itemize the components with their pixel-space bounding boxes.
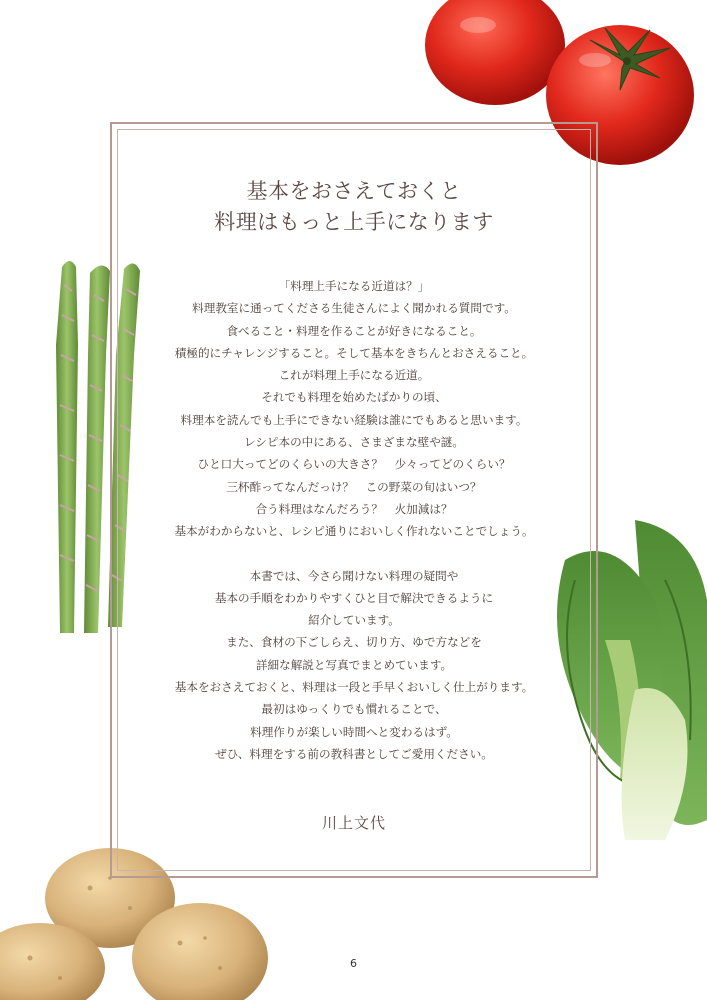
page-title bbox=[120, 176, 588, 238]
body-line: 基本の手順をわかりやすくひと目で解決できるように bbox=[214, 590, 494, 605]
page-number: 6 bbox=[350, 957, 357, 970]
body-line: それでも料理を始めたばかりの頃、 bbox=[261, 390, 447, 405]
body-line: ぜひ、料理をする前の教科書としてご愛用ください。 bbox=[215, 746, 493, 761]
body-line: 基本をおさえておくと、料理は一段と手早くおいしく仕上がります。 bbox=[174, 680, 534, 695]
body-line: 合う料理はなんだろう？ 火加減は？ bbox=[255, 501, 453, 516]
title-line-1: 基本をおさえておくと bbox=[246, 179, 462, 203]
body-line: レシピ本の中にある、さまざまな壁や謎。 bbox=[244, 435, 464, 450]
title-line-2: 料理はもっと上手になります bbox=[214, 210, 494, 234]
body-line: 三杯酢ってなんだっけ？ この野菜の旬はいつ？ bbox=[226, 479, 482, 494]
body-line: 基本がわからないと、レシピ通りにおいしく作れないことでしょう。 bbox=[174, 524, 534, 539]
body-line: 詳細な解説と写真でまとめています。 bbox=[255, 657, 453, 672]
body-text bbox=[120, 275, 588, 765]
author-name: 川上文代 bbox=[321, 814, 386, 832]
paragraph-gap bbox=[120, 543, 588, 565]
body-line: 積極的にチャレンジすること。そして基本をきちんとおさえること。 bbox=[174, 345, 534, 360]
body-line: 料理教室に通ってくださる生徒さんによく聞かれる質問です。 bbox=[192, 301, 516, 316]
body-line: 食べること・料理を作ることが好きになること。 bbox=[226, 323, 482, 338]
body-line: これが料理上手になる近道。 bbox=[278, 368, 430, 383]
body-line: 本書では、今さら聞けない料理の疑問や bbox=[249, 568, 459, 583]
body-line: 紹介しています。 bbox=[308, 613, 400, 628]
body-line: 料理作りが楽しい時間へと変わるはず。 bbox=[250, 724, 458, 739]
body-line: ひと口大ってどのくらいの大きさ？ 少々ってどのくらい？ bbox=[197, 457, 511, 472]
body-line: 最初はゆっくりでも慣れることで、 bbox=[261, 702, 447, 717]
body-line: また、食材の下ごしらえ、切り方、ゆで方などを bbox=[226, 635, 482, 650]
body-line: 料理本を読んでも上手にできない経験は誰にでもあると思います。 bbox=[180, 412, 528, 427]
body-line: 「料理上手になる近道は？」 bbox=[278, 279, 430, 293]
